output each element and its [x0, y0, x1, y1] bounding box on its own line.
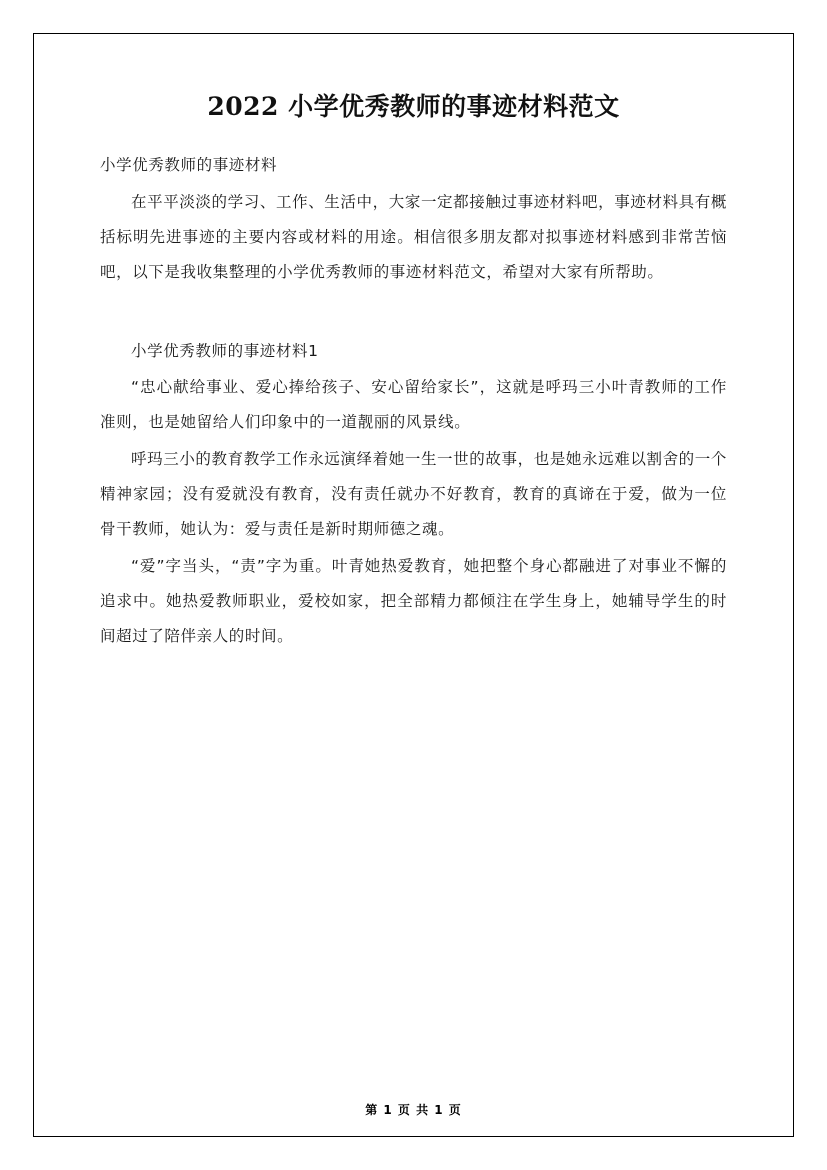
paragraph-intro-heading: 小学优秀教师的事迹材料	[100, 156, 278, 174]
paragraph-section-heading-1: 小学优秀教师的事迹材料1	[131, 341, 319, 360]
page-content	[100, 89, 727, 1096]
page-footer: 第 1 页 共 1 页	[365, 1103, 462, 1117]
paragraph-quote-motto: “忠心献给事业、爱心捧给孩子、安心留给家长”，这就是呼玛三小叶青教师的工作准则，也是她留给人们印象中的一道靓丽的风景线。	[100, 378, 727, 432]
paragraph-intro: 在平平淡淡的学习、工作、生活中，大家一定都接触过事迹材料吧，事迹材料具有概括标明先进事迹的主要内容或材料的用途。相信很多朋友都对拟事迹材料感到非常苦恼吧，以下是我收集整理的小学优秀教师的事迹材料范文，希望对大家有所帮助。	[100, 192, 727, 281]
paragraph-spacer	[100, 292, 727, 334]
document-page	[33, 33, 794, 1137]
page-title: 2022 小学优秀教师的事迹材料范文	[207, 92, 620, 121]
paragraph-teaching-story: 呼玛三小的教育教学工作永远演绎着她一生一世的故事，也是她永远难以割舍的一个精神家园；没有爱就没有教育，没有责任就办不好教育，教育的真谛在于爱，做为一位骨干教师，她认为：爱与责任是新时期师德之魂。	[100, 450, 727, 538]
paragraph-love-responsibility: “爱”字当头，“责”字为重。叶青她热爱教育，她把整个身心都融进了对事业不懈的追求中。她热爱教师职业，爱校如家，把全部精力都倾注在学生身上，她辅导学生的时间超过了陪伴亲人的时间。	[100, 556, 727, 645]
